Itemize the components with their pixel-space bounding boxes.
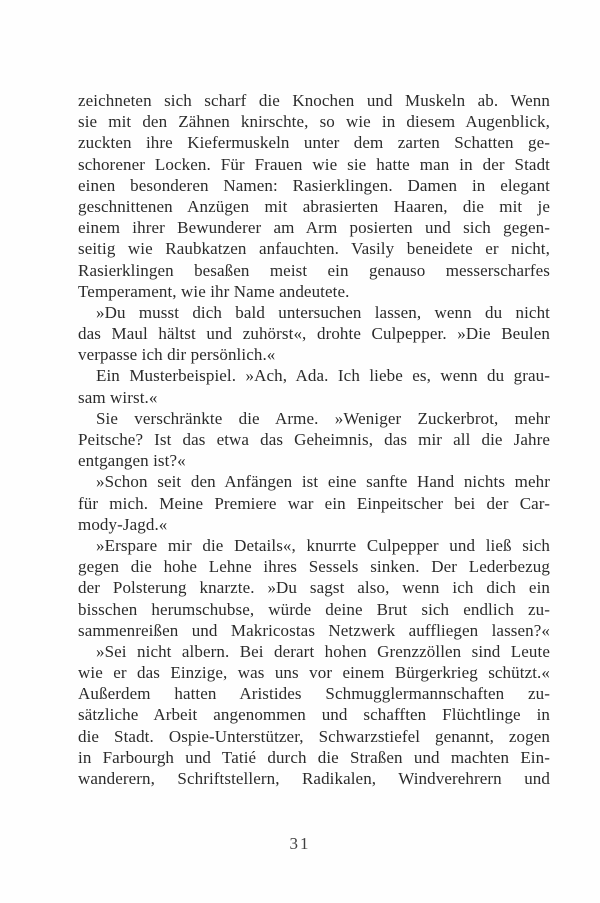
text-line: wie er das Einzige, was uns vor einem Bürgerkrieg schützt.« xyxy=(78,663,550,683)
text-line: sie mit den Zähnen knirschte, so wie in diesem Augenblick, xyxy=(78,112,550,132)
text-line: »Du musst dich bald untersuchen lassen, wenn du nicht xyxy=(96,302,550,322)
text-line: für mich. Meine Premiere war ein Einpeitscher bei der Car- xyxy=(78,493,550,513)
text-line: einem ihrer Bewunderer am Arm posierten und sich gegen- xyxy=(78,218,550,238)
text-line: »Erspare mir die Details«, knurrte Culpepper und ließ sich xyxy=(96,535,550,555)
text-line: sam wirst.« xyxy=(78,387,158,407)
text-line: Peitsche? Ist das etwa das Geheimnis, das mir all die Jahre xyxy=(78,430,550,449)
text-line: schorener Locken. Für Frauen wie sie hatte man in der Stadt xyxy=(78,154,550,174)
text-line: der Polsterung knarzte. »Du sagst also, wenn ich dich ein xyxy=(78,578,550,598)
text-line: seitig wie Raubkatzen anfauchten. Vasily beneidete er nicht, xyxy=(78,239,550,259)
text-line: zuckten ihre Kiefermuskeln unter dem zarten Schatten ge- xyxy=(78,133,550,153)
text-line: »Sei nicht albern. Bei derart hohen Grenzzöllen sind Leute xyxy=(96,641,550,661)
text-line: verpasse ich dir persönlich.« xyxy=(78,345,276,365)
text-line: Rasierklingen besaßen meist ein genauso messerscharfes xyxy=(78,260,550,280)
text-line: sammenreißen und Makricostas Netzwerk auffliegen lassen?« xyxy=(78,620,550,640)
text-line: mody-Jagd.« xyxy=(78,514,168,534)
page-text-block xyxy=(78,90,550,789)
text-line: bisschen herumschubse, würde deine Brut sich endlich zu- xyxy=(78,599,550,619)
page-number: 31 xyxy=(289,834,311,853)
text-line: Außerdem hatten Aristides Schmugglermannschaften zu- xyxy=(78,684,550,704)
text-line: einen besonderen Namen: Rasierklingen. Damen in elegant xyxy=(78,175,550,195)
text-line: »Schon seit den Anfängen ist eine sanfte Hand nichts mehr xyxy=(96,472,550,492)
text-line: das Maul hältst und zuhörst«, drohte Culpepper. »Die Beulen xyxy=(78,324,550,344)
text-line: Ein Musterbeispiel. »Ach, Ada. Ich liebe es, wenn du grau- xyxy=(96,366,550,386)
text-line: Temperament, wie ihr Name andeutete. xyxy=(78,281,350,301)
text-line: in Farbourgh und Tatié durch die Straßen und machten Ein- xyxy=(78,747,550,767)
text-line: zeichneten sich scharf die Knochen und Muskeln ab. Wenn xyxy=(78,91,550,110)
text-line: wanderern, Schriftstellern, Radikalen, Windverehrern und xyxy=(78,769,550,788)
text-line: gegen die hohe Lehne ihres Sessels sinken. Der Lederbezug xyxy=(78,557,550,577)
text-line: Sie verschränkte die Arme. »Weniger Zuckerbrot, mehr xyxy=(96,408,550,428)
text-line: entgangen ist?« xyxy=(78,451,186,471)
text-line: geschnittenen Anzügen mit abrasierten Haaren, die mit je xyxy=(78,196,550,216)
text-line: die Stadt. Ospie-Unterstützer, Schwarzstiefel genannt, zogen xyxy=(78,726,550,746)
text-line: sätzliche Arbeit angenommen und schafften Flüchtlinge in xyxy=(78,705,550,725)
